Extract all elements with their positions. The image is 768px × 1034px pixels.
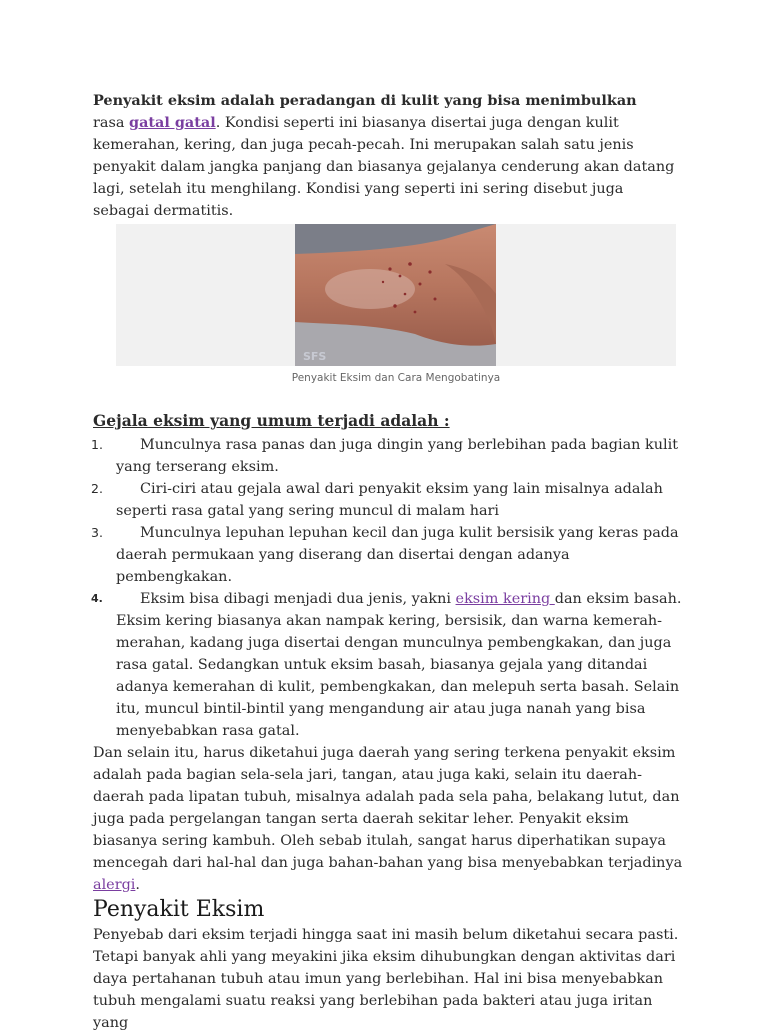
symptoms-heading: Gejala eksim yang umum terjadi adalah : xyxy=(93,411,450,430)
areas-end: . xyxy=(135,877,140,893)
list-item xyxy=(93,478,683,522)
article-page xyxy=(93,90,683,1034)
gatal-gatal-link[interactable]: gatal gatal xyxy=(129,114,216,131)
list-number: 1. xyxy=(91,437,103,452)
list-item-text-rest: dan eksim basah. Eksim kering biasanya akan nampak kering, bersisik, dan warna kemerah-merahan, kadang juga disertai dengan munculnya pembengkakan, dan juga rasa gatal. Sedangkan untuk eksim basah, biasanya gejala yang ditandai adanya kemerahan di kulit, pembengkakan, dan melepuh serta basah. Selain itu, muncul bintil-bintil yang mengandung air atau juga nanah yang bisa menyebabkan rasa gatal. xyxy=(116,591,682,739)
eksim-kering-link[interactable]: eksim kering xyxy=(455,591,555,607)
list-item xyxy=(93,434,683,478)
list-item-text: Eksim bisa dibagi menjadi dua jenis, yakni xyxy=(140,591,456,607)
list-item xyxy=(93,588,683,742)
list-item-text: Ciri-ciri atau gejala awal dari penyakit eksim yang lain misalnya adalah seperti rasa gatal yang sering muncul di malam hari xyxy=(116,481,663,519)
photo-watermark: SFS xyxy=(303,350,327,363)
intro-text: . Kondisi seperti ini biasanya disertai juga dengan kulit kemerahan, kering, dan juga pecah-pecah. Ini merupakan salah satu jenis penyakit dalam jangka panjang dan biasanya gejalanya cenderung akan datang lagi, setelah itu menghilang. Kondisi yang seperti ini sering disebut juga sebagai dermatitis. xyxy=(93,115,675,219)
areas-text: Dan selain itu, harus diketahui juga daerah yang sering terkena penyakit eksim adalah pada bagian sela-sela jari, tangan, atau juga kaki, selain itu daerah-daerah pada lipatan tubuh, misalnya adalah pada sela paha, belakang lutut, dan juga pada pergelangan tangan serta daerah sekitar leher. Penyakit eksim biasanya sering kambuh. Oleh sebab itulah, sangat harus diperhatikan supaya mencegah dari hal-hal dan juga bahan-bahan yang bisa menyebabkan terjadinya xyxy=(93,745,683,871)
alergi-link[interactable]: alergi xyxy=(93,877,136,893)
section-title: Penyakit Eksim xyxy=(93,897,265,922)
leg-illustration xyxy=(295,224,496,366)
list-number: 4. xyxy=(91,592,103,605)
intro-lead: Penyakit eksim adalah peradangan di kulit yang bisa menimbulkan xyxy=(93,92,637,109)
symptoms-list xyxy=(93,434,683,742)
intro-rasa: rasa xyxy=(93,115,125,131)
areas-paragraph xyxy=(93,742,683,896)
photo-frame xyxy=(116,224,676,366)
list-item xyxy=(93,522,683,588)
list-number: 3. xyxy=(91,525,103,540)
list-item-text: Munculnya lepuhan lepuhan kecil dan juga kulit bersisik yang keras pada daerah permukaan yang diserang dan disertai dengan adanya pembengkakan. xyxy=(116,525,679,585)
figure-caption: Penyakit Eksim dan Cara Mengobatinya xyxy=(291,372,501,384)
intro-paragraph xyxy=(93,90,683,222)
eczema-leg-photo xyxy=(295,224,496,366)
eczema-figure xyxy=(116,224,676,388)
section-paragraph: Penyebab dari eksim terjadi hingga saat ini masih belum diketahui secara pasti. Tetapi banyak ahli yang meyakini jika eksim dihubungkan dengan aktivitas dari daya pertahanan tubuh atau imun yang berlebihan. Hal ini bisa menyebabkan tubuh mengalami suatu reaksi yang berlebihan pada bakteri atau juga iritan yang xyxy=(93,927,679,1031)
list-number: 2. xyxy=(91,481,103,496)
list-item-text: Munculnya rasa panas dan juga dingin yang berlebihan pada bagian kulit yang terserang eksim. xyxy=(116,437,678,475)
